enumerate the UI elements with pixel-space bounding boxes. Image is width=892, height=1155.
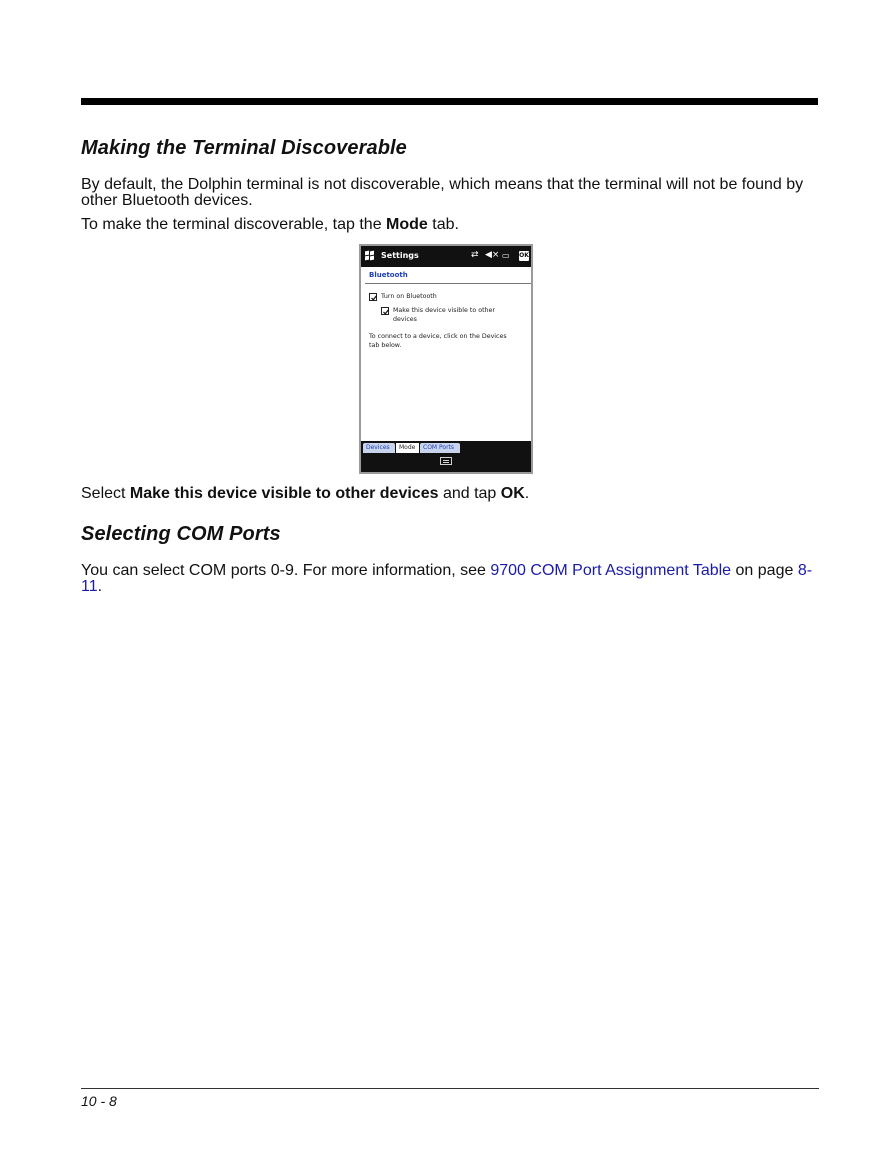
- footer-rule: [81, 1088, 819, 1089]
- tab-com-ports[interactable]: COM Ports: [420, 443, 460, 453]
- bold-make-visible: Make this device visible to other devices: [129, 485, 439, 502]
- device-title-bar: [361, 246, 531, 267]
- text: and tap: [438, 485, 501, 502]
- paragraph-com-ports: [81, 563, 819, 595]
- tab-devices[interactable]: Devices: [363, 443, 395, 453]
- bold-mode: Mode: [386, 216, 428, 233]
- device-subtitle: Bluetooth: [369, 271, 408, 279]
- link-com-port-table[interactable]: 9700 COM Port Assignment Table: [490, 562, 732, 579]
- connectivity-icon: ⇄: [471, 250, 479, 260]
- battery-icon: ▭: [502, 251, 510, 260]
- bold-ok: OK: [500, 485, 525, 502]
- page-content: [81, 137, 819, 233]
- link-page-ref-part1[interactable]: 8-: [797, 562, 813, 579]
- turn-on-bluetooth-label: Turn on Bluetooth: [381, 293, 437, 300]
- text: Select: [81, 485, 130, 502]
- paragraph-select-visible: [81, 486, 819, 502]
- info-text-line2: tab below.: [369, 342, 402, 349]
- text: You can select COM ports 0-9. For more information, see: [81, 562, 491, 579]
- info-text-line1: To connect to a device, click on the Devices: [369, 333, 507, 340]
- text: To make the terminal discoverable, tap the: [81, 216, 387, 233]
- device-screenshot: [359, 244, 533, 474]
- make-visible-label-line1: Make this device visible to other: [393, 307, 495, 314]
- divider: [365, 283, 531, 284]
- page-number: 10 - 8: [81, 1093, 117, 1109]
- text: on page: [731, 562, 798, 579]
- volume-mute-icon: ◀×: [485, 250, 500, 260]
- paragraph-mode-tab: [81, 217, 819, 233]
- top-rule: [81, 98, 818, 105]
- turn-on-bluetooth-checkbox[interactable]: [369, 293, 377, 301]
- section-heading-discoverable: Making the Terminal Discoverable: [81, 137, 407, 159]
- text: .: [524, 485, 530, 502]
- section-heading-com-ports: Selecting COM Ports: [81, 523, 281, 545]
- check-icon: [382, 308, 390, 316]
- link-page-ref-part2[interactable]: 11: [81, 578, 98, 595]
- section-continuation: [81, 486, 819, 595]
- paragraph-default: By default, the Dolphin terminal is not discoverable, which means that the terminal will not be found by other Bluetooth devices.: [81, 176, 804, 209]
- text: .: [97, 578, 103, 595]
- check-icon: [370, 294, 378, 302]
- ok-button[interactable]: OK: [519, 252, 529, 259]
- text: tab.: [427, 216, 459, 233]
- make-visible-label-line2: devices: [393, 316, 417, 323]
- make-visible-checkbox[interactable]: [381, 307, 389, 315]
- device-title: Settings: [381, 251, 419, 260]
- tab-mode[interactable]: Mode: [396, 443, 419, 453]
- keyboard-icon[interactable]: [440, 457, 452, 465]
- windows-logo-icon: [365, 251, 375, 261]
